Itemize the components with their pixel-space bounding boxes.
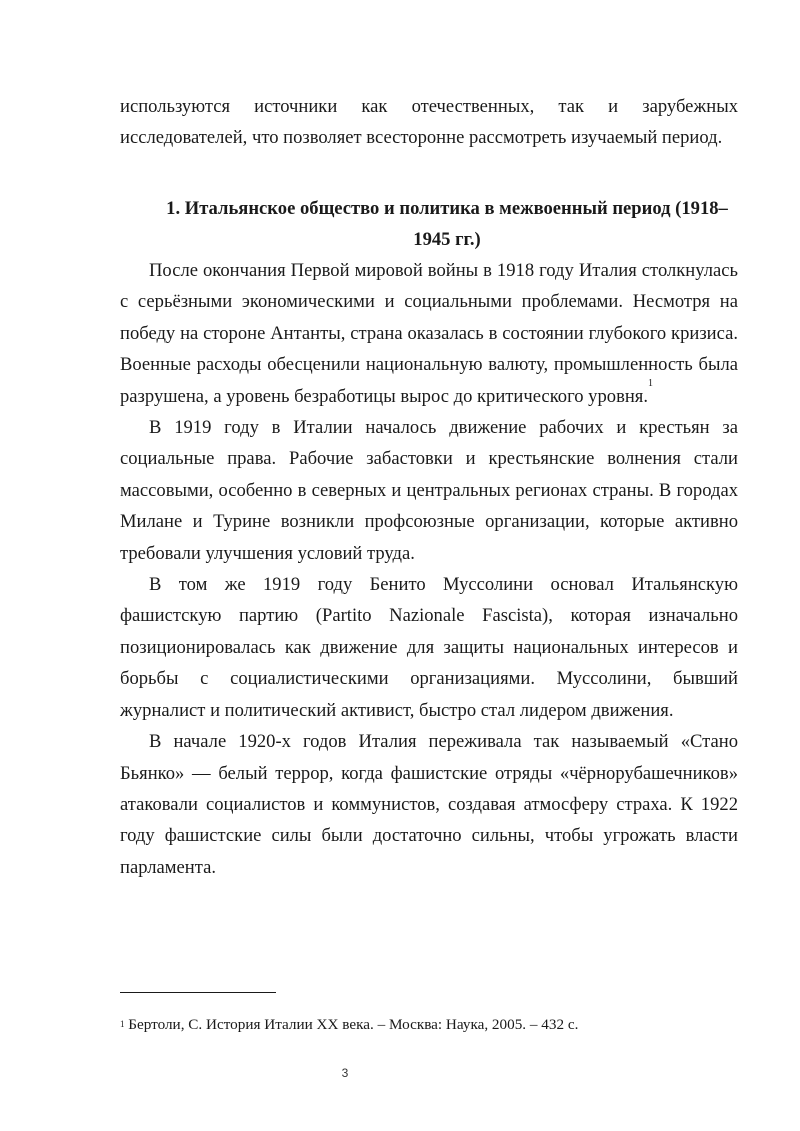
footnote-text: Бертоли, С. История Италии XX века. – Москва: Наука, 2005. – 432 с. (128, 1016, 579, 1033)
paragraph: В том же 1919 году Бенито Муссолини основал Итальянскую фашистскую партию (Partito Nazionale Fascista), которая изначально позиционировалась как движение для защиты национальных интересов и борьбы с социалистическими организациями. Муссолини, бывший журналист и политический активист, быстро стал лидером движения. (120, 574, 738, 721)
footnote-separator (120, 992, 276, 993)
paragraph: В начале 1920-х годов Италия переживала так называемый «Стано Бьянко» — белый террор, когда фашистские отряды «чёрнорубашечников» атаковали социалистов и коммунистов, создавая атмосферу страха. К 1922 году фашистские силы были достаточно сильны, чтобы угрожать власти парламента. (120, 731, 738, 878)
section-body (120, 255, 738, 883)
footnote-marker: 1 (120, 1019, 125, 1029)
paragraph (120, 255, 738, 412)
paragraph-text: После окончания Первой мировой войны в 1918 году Италия столкнулась с серьёзными экономическими и социальными проблемами. Несмотря на победу на стороне Антанты, страна оказалась в состоянии глубокого кризиса. Военные расходы обесценили национальную валюту, промышленность была разрушена, а уровень безработицы вырос до критического уровня. (120, 260, 738, 407)
intro-text: используются источники как отечественных, так и зарубежных исследователей, что позволяет всесторонне рассмотреть изучаемый период. (120, 96, 738, 149)
footnote (120, 1015, 738, 1035)
footnote-reference[interactable]: 1 (648, 377, 654, 389)
section-heading: 1. Итальянское общество и политика в межвоенный период (1918–1945 гг.) (166, 198, 728, 251)
intro-paragraph (120, 91, 738, 154)
page-number: 3 (341, 1066, 349, 1080)
paragraph: В 1919 году в Италии началось движение рабочих и крестьян за социальные права. Рабочие забастовки и крестьянские волнения стали массовыми, особенно в северных и центральных регионах страны. В городах Милане и Турине возникли профсоюзные организации, которые активно требовали улучшения условий труда. (120, 417, 738, 564)
